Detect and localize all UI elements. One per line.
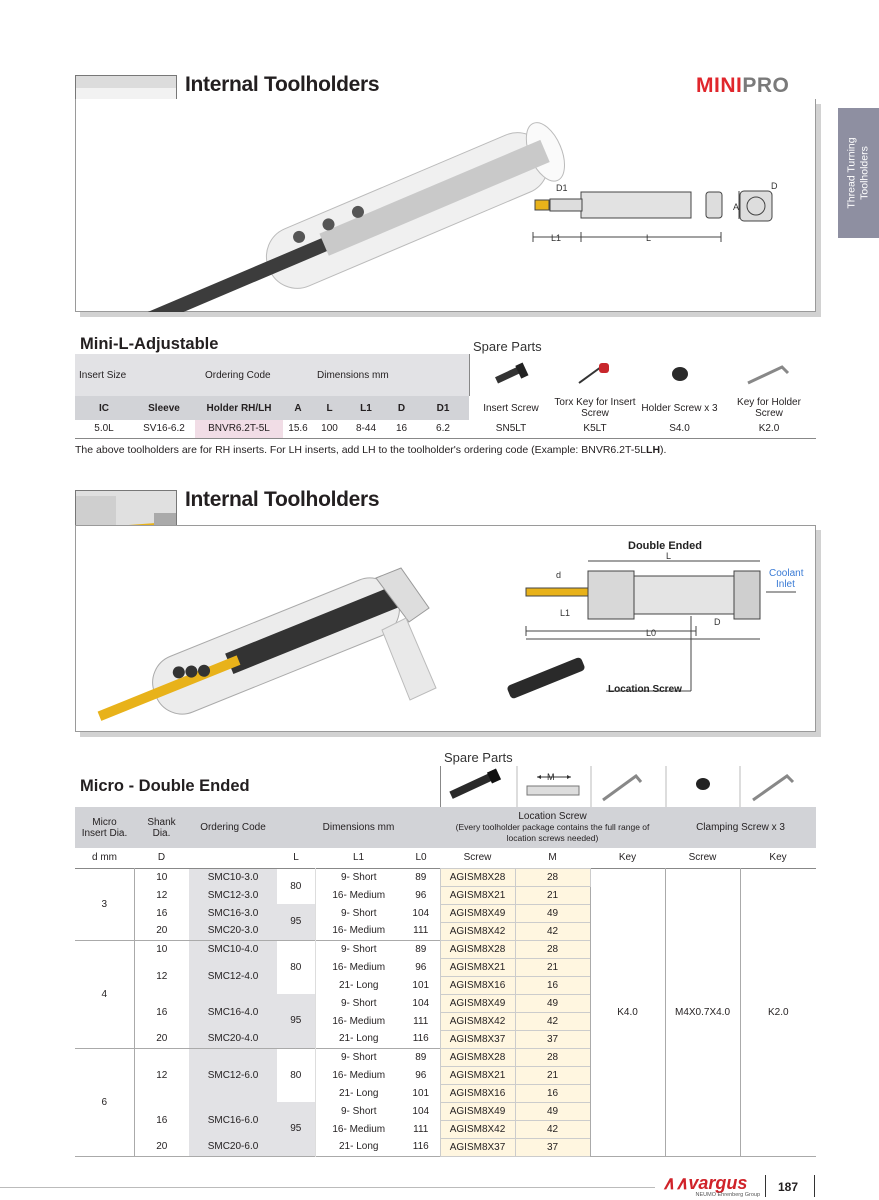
table-row: 16- Medium 111 AGISM8X42 42 — [75, 1012, 816, 1030]
svg-text:D: D — [714, 617, 721, 627]
table-row: 16 SMC16-3.0 95 9- Short 104 AGISM8X49 49 — [75, 904, 816, 922]
lh-note: The above toolholders are for RH inserts. For LH inserts, add LH to the toolholder's ordering code (Example: BNVR6.2T-5LLH). — [75, 444, 667, 456]
table-row: 16- Medium 96 AGISM8X21 21 — [75, 1066, 816, 1084]
table-row: 21- Long 101 AGISM8X16 16 — [75, 976, 816, 994]
page-separator — [765, 1175, 766, 1197]
insert-screw-icon — [491, 361, 531, 387]
spare-parts-icons — [440, 766, 816, 807]
mini-l-adjustable-table: Insert Size Ordering Code Dimensions mm IC Sleeve Holder RH/LH A L L1 D D1 Insert Screw Torx Key for Insert Screw Holder Screw x 3 Key for Holder Screw 5.0L SV16-6.2 BNVR6.2T-5L 15.6 100 8-44 16 6.2 SN5LT K5LT S4.0 K2.0 — [75, 354, 816, 439]
table-row: 20 SMC20-4.0 21- Long 116 AGISM8X37 37 — [75, 1030, 816, 1048]
table-row: 20 SMC20-3.0 16- Medium 111 AGISM8X42 42 — [75, 922, 816, 940]
table-row: 4 10 SMC10-4.0 80 9- Short 89 AGISM8X28 28 — [75, 940, 816, 958]
svg-text:d: d — [556, 570, 562, 580]
table-row: 3 10 SMC10-3.0 80 9- Short 89 AGISM8X28 28 K4.0 M4X0.7X4.0 K2.0 — [75, 868, 816, 886]
svg-text:L: L — [666, 551, 672, 561]
table-row: 12 SMC12-3.0 16- Medium 96 AGISM8X21 21 — [75, 886, 816, 904]
torx-key-icon — [575, 361, 615, 387]
svg-text:Inlet: Inlet — [776, 579, 795, 590]
double-ended-illustration — [76, 526, 817, 733]
holder-screw-icon — [665, 361, 695, 387]
table-row: 16 SMC16-6.0 95 9- Short 104 AGISM8X49 49 — [75, 1102, 816, 1120]
svg-text:Double Ended: Double Ended — [628, 540, 702, 552]
minipro-logo: MINIPRO — [696, 74, 790, 97]
micro-table-body — [75, 868, 816, 1156]
page-separator-right — [814, 1175, 815, 1197]
svg-text:Coolant: Coolant — [769, 568, 804, 579]
svg-text:D: D — [771, 181, 778, 191]
table-row: 6 12 SMC12-6.0 80 9- Short 89 AGISM8X28 28 — [75, 1048, 816, 1066]
svg-text:L0: L0 — [646, 628, 657, 638]
side-tab-thread-turning: Thread Turning Toolholders — [838, 108, 879, 238]
hex-key-icon — [744, 361, 794, 387]
vargus-logo: ∧∧vargus NEUMO Ehrenberg Group — [662, 1173, 760, 1198]
svg-text:D1: D1 — [556, 183, 568, 193]
table-row: 12 SMC12-4.0 16- Medium 96 AGISM8X21 21 — [75, 958, 816, 976]
section1-image-frame — [75, 99, 816, 312]
spare-parts-label-1: Spare Parts — [473, 339, 542, 354]
table-row: 20 SMC20-6.0 21- Long 116 AGISM8X37 37 — [75, 1138, 816, 1156]
section2-title: Internal Toolholders — [185, 488, 380, 511]
micro-double-ended-table: Micro Insert Dia. Shank Dia. Ordering Code Dimensions mm Location Screw (Every toolholder package contains the full range of location screws needed) Clamping Screw x 3 d mm D L L1 L0 Screw M Key Screw Key 3 10 SMC10-3.0 80 9- Short 89 AGISM8X28 28 K4.0 M4X0.7X4.0 K2.0 12 SMC12-3.0 16- Medium 96 AGISM8X21 21 16 SMC16-3.0 95 9- Short 104 AGISM8X49 49 20 SMC20-3.0 16- Medium 111 AGISM8X42 42 4 10 SMC10-4.0 80 9- Short 89 AGISM8X28 28 12 SMC12-4.0 16- Medium 96 AGISM8X21 21 21- Long 101 AGISM8X16 16 16 SMC16-4.0 95 9- Short 104 AGISM8X49 49 16- Medium 111 AGISM8X42 42 20 SMC20-4.0 21- Long 116 AGISM8X37 37 6 12 SMC12-6.0 80 9- Short 89 AGISM8X28 28 16- Medium 96 AGISM8X21 21 21- Long 101 AGISM8X16 16 16 SMC16-6.0 95 9- Short 104 AGISM8X49 49 16- Medium 111 AGISM8X42 42 20 SMC20-6.0 21- Long 116 AGISM8X37 37 — [75, 807, 816, 1157]
micro-double-ended-title: Micro - Double Ended — [80, 777, 250, 795]
toolholder-illustration — [76, 99, 817, 312]
page-number: 187 — [778, 1180, 799, 1194]
svg-text:L1: L1 — [560, 608, 571, 618]
table-row: 16 SMC16-4.0 95 9- Short 104 AGISM8X49 49 — [75, 994, 816, 1012]
svg-text:L: L — [646, 233, 652, 243]
svg-text:M: M — [547, 772, 555, 782]
mini-l-adjustable-title: Mini-L-Adjustable — [80, 335, 219, 353]
table-row: 21- Long 101 AGISM8X16 16 — [75, 1084, 816, 1102]
svg-text:A: A — [733, 202, 740, 212]
svg-text:L1: L1 — [551, 233, 562, 243]
svg-text:Location Screw: Location Screw — [608, 684, 682, 695]
footer-line — [0, 1187, 655, 1188]
table-row: 16- Medium 111 AGISM8X42 42 — [75, 1120, 816, 1138]
section1-title: Internal Toolholders — [185, 73, 380, 96]
spare-parts-label-2: Spare Parts — [444, 750, 513, 765]
section2-image-frame — [75, 525, 816, 732]
